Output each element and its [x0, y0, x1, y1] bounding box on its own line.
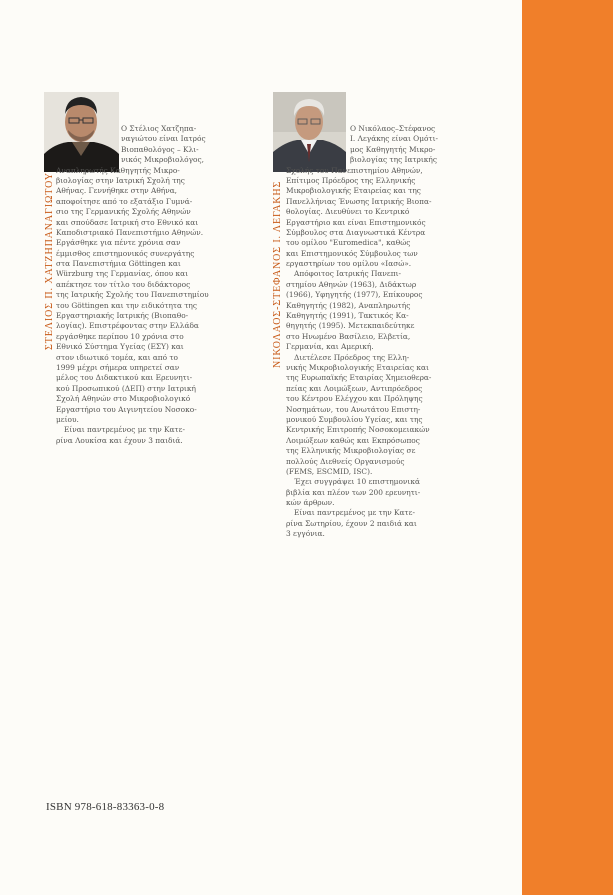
- bio-line: ρίνα Λουκίσα και έχουν 3 παιδιά.: [56, 435, 183, 445]
- bio-line: Γερμανία, και Αμερική.: [286, 342, 374, 352]
- bio-line: νικής Μικροβιολογικής Εταιρείας και: [286, 362, 429, 372]
- bio-line: στο Ηνωμένο Βασίλειο, Ελβετία,: [286, 331, 411, 341]
- bio-line: (FEMS, ESCMID, ISC).: [286, 466, 373, 476]
- bio-line: ναγιώτου είναι Ιατρός: [121, 134, 206, 144]
- bio-line: θηγητής (1995). Μετεκπαιδεύτηκε: [286, 321, 415, 331]
- orange-side-stripe: [522, 0, 613, 895]
- bio-line: μονικού Συμβουλίου Υγείας, και της: [286, 414, 423, 424]
- bio-line: Σχολής του Πανεπιστημίου Αθηνών,: [286, 165, 423, 175]
- isbn-number: ISBN 978-618-83363-0-8: [46, 801, 165, 813]
- bio-line: της Ελληνικής Μικροβιολογίας σε: [286, 446, 416, 456]
- bio-line: Ο Νικόλαος–Στέφανος: [350, 124, 436, 133]
- bio-line: Είναι παντρεμένος με την Κατε-: [294, 508, 415, 518]
- bio-line: μείου.: [56, 414, 79, 424]
- bio-line: 3 εγγόνια.: [286, 529, 325, 539]
- bio-line: θολογίας. Διευθύνει το Κεντρικό: [286, 207, 410, 217]
- bio-line: Είναι παντρεμένος με την Κατε-: [64, 425, 185, 435]
- bio-line: έμμισθος επιστημονικός συνεργάτης: [56, 248, 195, 258]
- bio-line: Έχει συγγράψει 10 επιστημονικά: [294, 477, 420, 487]
- bio-line: βιβλία και πλέον των 200 ερευνητι-: [286, 487, 421, 497]
- bio-line: Εθνικό Σύστημα Υγείας (ΕΣΥ) και: [56, 342, 184, 352]
- bio-line: Εργαστήριο και είναι Επιστημονικός: [286, 217, 426, 227]
- bio-line: μος Καθηγητής Μικρο-: [350, 144, 436, 154]
- bio-line: αποφοίτησε από το εξατάξιο Γυμνά-: [56, 196, 193, 206]
- bio-line: μέλος του Διδακτικού και Ερευνητι-: [56, 373, 193, 383]
- bio-line: απέκτησε τον τίτλο του διδάκτορος: [56, 279, 191, 289]
- bio-line: Καθηγητής (1982), Αναπληρωτής: [286, 300, 411, 310]
- bio-line: Εργαστήριο του Αιγινητείου Νοσοκο-: [56, 404, 197, 414]
- bio-line: Επίτιμος Πρόεδρος της Ελληνικής: [286, 175, 416, 185]
- bio-line: κού Προσωπικού (ΔΕΠ) στην Ιατρική: [56, 383, 196, 393]
- bio-line: Αθήνας. Γεννήθηκε στην Αθήνα,: [56, 186, 178, 196]
- bio-line: Εργαστηριακής Ιατρικής (Βιοπαθο-: [56, 311, 189, 321]
- bio-line: Ι. Λεγάκης είναι Ομότι-: [350, 134, 438, 144]
- bio-line: κών άρθρων.: [286, 498, 335, 508]
- bio-line: πείας και Λοιμώξεων, Αντιπρόεδρος: [286, 383, 423, 393]
- bio-line: σιο της Γερμανικής Σχολής Αθηνών: [56, 207, 191, 217]
- bio-line: Διετέλεσε Πρόεδρος της Ελλη-: [294, 352, 410, 362]
- left-author-bio: [56, 124, 248, 446]
- bio-line: Αναπληρωτής Καθηγητής Μικρο-: [56, 165, 180, 175]
- bio-line: (1966), Υφηγητής (1977), Επίκουρος: [286, 290, 423, 300]
- bio-line: Λοιμώξεων καθώς και Εκπρόσωπος: [286, 435, 420, 445]
- bio-line: Εργάσθηκε για πέντε χρόνια σαν: [56, 238, 181, 248]
- bio-line: Würzburg της Γερμανίας, όπου και: [56, 269, 189, 279]
- bio-line: στον ιδιωτικό τομέα, και από το: [56, 352, 179, 362]
- bio-line: του Göttingen και την ειδικότητα της: [56, 300, 197, 310]
- bio-line: Καποδιστριακό Πανεπιστήμιο Αθηνών.: [56, 227, 204, 237]
- bio-line: λογίας). Επιστρέφοντας στην Ελλάδα: [56, 321, 199, 331]
- bio-line: ρίνα Σωτηρίου, έχουν 2 παιδιά και: [286, 518, 417, 528]
- bio-line: εργαστηρίων του ομίλου «Ιασώ».: [286, 259, 412, 269]
- bio-line: και Επιστημονικός Σύμβουλος των: [286, 248, 418, 258]
- bio-line: 1999 μέχρι σήμερα υπηρετεί σαν: [56, 362, 180, 372]
- left-author-vertical-name: ΣΤΕΛΙΟΣ Π. ΧΑΤΖΗΠΑΝΑΓΙΩΤΟΥ: [44, 172, 55, 350]
- bio-line: νικός Μικροβιολόγος,: [121, 155, 204, 165]
- bio-line: Σύμβουλος στα Διαγνωστικά Κέντρα: [286, 227, 426, 237]
- bio-line: Νοσημάτων, του Ανωτάτου Επιστη-: [286, 404, 421, 414]
- right-author-vertical-name: ΝΙΚΟΛΑΟΣ-ΣΤΕΦΑΝΟΣ Ι. ΛΕΓΑΚΗΣ: [272, 180, 283, 368]
- bio-line: βιολογίας της Ιατρικής: [350, 155, 437, 165]
- bio-line: Ο Στέλιος Χατζηπα-: [121, 124, 197, 133]
- bio-line: Μικροβιολογικής Εταιρείας και της: [286, 186, 421, 196]
- bio-line: Βιοπαθολόγος – Κλι-: [121, 144, 199, 154]
- bio-line: του Κέντρου Ελέγχου και Πρόληψης: [286, 394, 423, 404]
- bio-line: του ομίλου "Euromedica", καθώς: [286, 238, 411, 248]
- bio-line: πολλούς Διεθνείς Οργανισμούς: [286, 456, 405, 466]
- bio-line: Καθηγητής (1991), Τακτικός Κα-: [286, 311, 409, 321]
- bio-line: Σχολή Αθηνών στο Μικροβιολογικό: [56, 394, 191, 404]
- bio-line: Κεντρικής Επιτροπής Νοσοκομειακών: [286, 425, 430, 435]
- bio-line: Πανελλήνιας Ένωσης Ιατρικής Βιοπα-: [286, 196, 432, 206]
- bio-line: εργάσθηκε περίπου 10 χρόνια στο: [56, 331, 184, 341]
- bio-line: και σπούδασε Ιατρική στο Εθνικό και: [56, 217, 199, 227]
- bio-line: στα Πανεπιστήμια Göttingen και: [56, 259, 181, 269]
- right-author-bio: [286, 124, 478, 540]
- bio-line: της Ευρωπαϊκής Εταιρίας Χημειοθερα-: [286, 373, 432, 383]
- bio-line: Απόφοιτος Ιατρικής Πανεπι-: [294, 269, 401, 279]
- bio-line: βιολογίας στην Ιατρική Σχολή της: [56, 175, 185, 185]
- bio-line: στημίου Αθηνών (1963), Διδάκτωρ: [286, 279, 417, 289]
- bio-line: της Ιατρικής Σχολής του Πανεπιστημίου: [56, 290, 209, 300]
